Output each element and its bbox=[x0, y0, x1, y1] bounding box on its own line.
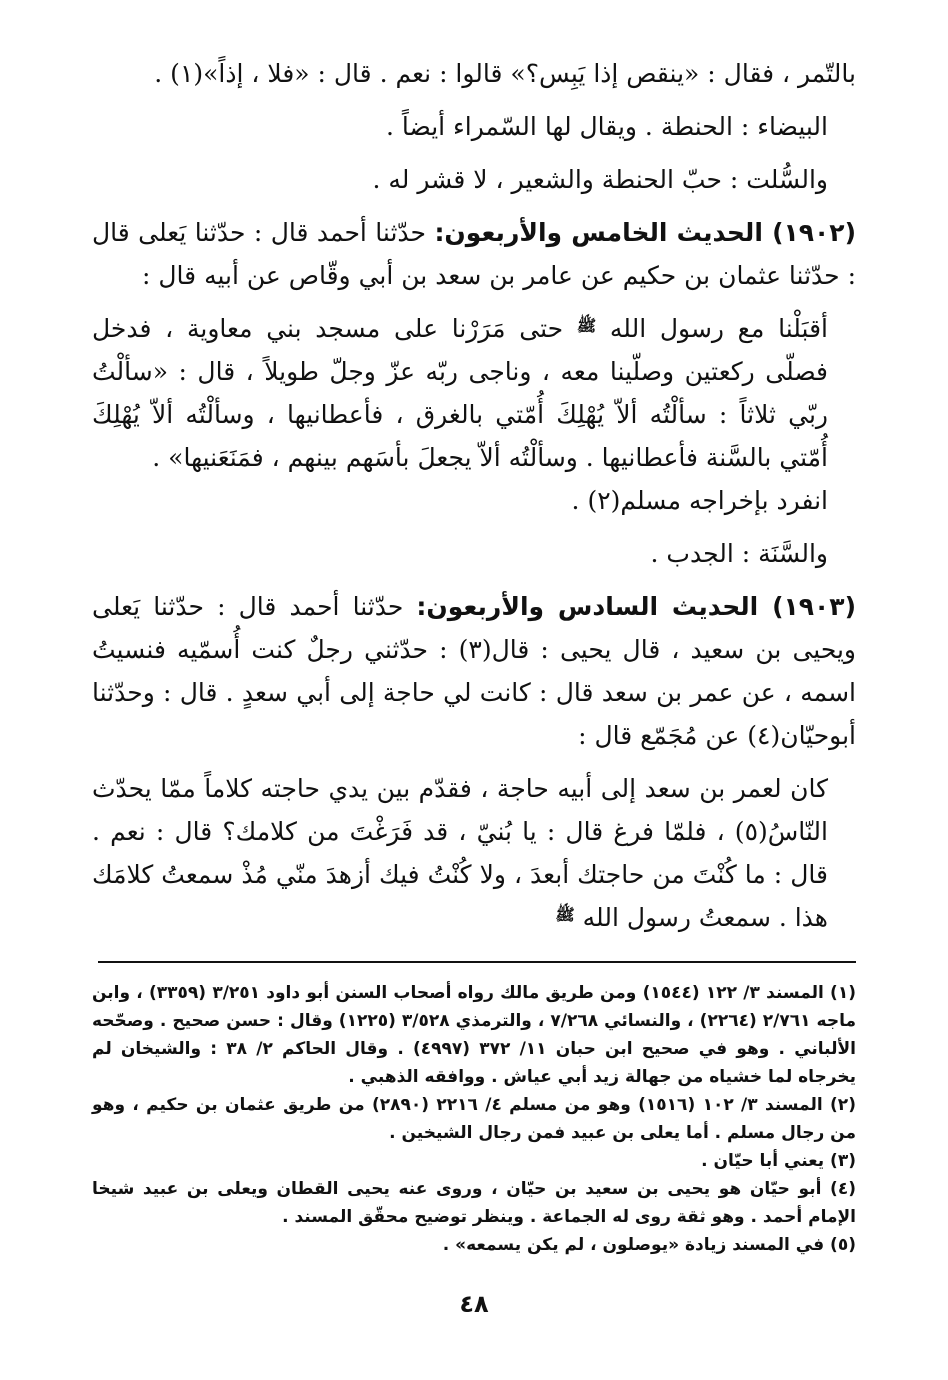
footnote-divider bbox=[98, 961, 856, 963]
hadith-text: أقبَلْنا مع رسول الله ﷺ حتى مَرَرْنا على مسجد بني معاوية ، فدخل فصلّى ركعتين وصلّينا معه ، وناجى ربّه عزّ وجلّ طويلاً ، قال : «سألْتُ ربّي ثلاثاً : سألْتُه ألاّ يُهْلِكَ أُمّتي بالغرق ، فأعطانيها ، وسألْتُه ألاّ يُهْلِكَ أُمّتي بالسَّنة فأعطانيها . وسألْتُه ألاّ يجعلَ بأسَهم بينهم ، فمَنَعَنيها» . bbox=[92, 314, 828, 472]
footnotes bbox=[92, 979, 856, 1259]
footnote: (٤) أبو حيّان هو يحيى بن سعيد بن حيّان ، وروى عنه يحيى القطان ويعلى بن عبيد شيخا الإمام أحمد . وهو ثقة روى له الجماعة . وينظر توضيح محقّق المسند . bbox=[92, 1179, 856, 1227]
paragraph: البيضاء : الحنطة . ويقال لها السّمراء أيضاً . bbox=[386, 112, 828, 141]
hadith-number-heading: (١٩٠٢) الحديث الخامس والأربعون: bbox=[434, 218, 856, 247]
footnote: (٣) يعني أبا حيّان . bbox=[701, 1151, 856, 1171]
hadith-header-paragraph: (١٩٠٣) الحديث السادس والأربعون: حدّثنا أحمد قال : حدّثنا يَعلى ويحيى بن سعيد ، قال يحيى : قال(٣) : حدّثني رجلٌ كنت أُسمّيه فنسيتُ اسمه ، عن عمر بن سعد قال : كانت لي حاجة إلى أبي سعدٍ . قال : وحدّثنا أبوحيّان(٤) عن مُجَمّع قال : bbox=[92, 592, 856, 750]
page-number: ٤٨ bbox=[459, 1290, 489, 1318]
footnote: (٥) في المسند زيادة «يوصلون ، لم يكن يسمعه» . bbox=[442, 1235, 856, 1255]
salawat-glyph: ﷺ bbox=[555, 905, 575, 924]
hadith-text: كان لعمر بن سعد إلى أبيه حاجة ، فقدّم بين يدي حاجته كلاماً ممّا يحدّث النّاسُ(٥) ، فلمّا فرغ قال : يا بُنيّ ، قد فَرَغْتَ من كلامك؟ قال : نعم . قال : ما كُنْتَ من حاجتك أبعدَ ، ولا كُنْتُ فيك أزهدَ منّي مُذْ سمعتُ كلامَك هذا . سمعتُ رسول الله ﷺ bbox=[92, 774, 828, 932]
paragraph: والسُّلت : حبّ الحنطة والشعير ، لا قشر له . bbox=[372, 165, 828, 194]
footnote: (٢) المسند ٣/ ١٠٢ (١٥١٦) وهو من مسلم ٤/ ٢٢١٦ (٢٨٩٠) من طريق عثمان بن حكيم ، وهو من رجال مسلم . أما يعلى بن عبيد فمن رجال الشيخين . bbox=[92, 1095, 856, 1143]
footnote: (١) المسند ٣/ ١٢٢ (١٥٤٤) ومن طريق مالك رواه أصحاب السنن أبو داود ٣/٢٥١ (٣٣٥٩) ، وابن ماجه ٢/٧٦١ (٢٢٦٤) ، والنسائي ٧/٢٦٨ ، والترمذي ٣/٥٢٨ (١٢٢٥) وقال : حسن صحيح . وصحّحه الألباني . وهو في صحيح ابن حبان ١١/ ٣٧٢ (٤٩٩٧) . وقال الحاكم ٢/ ٣٨ : والشيخان لم يخرجاه لما خشياه من جهالة زيد أبي عياش . ووافقه الذهبي . bbox=[92, 983, 856, 1087]
salawat-glyph: ﷺ bbox=[576, 316, 597, 335]
paragraph: والسَّنَة : الجدب . bbox=[650, 539, 828, 568]
main-text bbox=[92, 52, 856, 939]
paragraph: انفرد بإخراجه مسلم(٢) . bbox=[571, 486, 828, 515]
hadith-number-heading: (١٩٠٣) الحديث السادس والأربعون: bbox=[416, 592, 856, 621]
hadith-header-paragraph: (١٩٠٢) الحديث الخامس والأربعون: حدّثنا أحمد قال : حدّثنا يَعلى قال : حدّثنا عثمان بن حكيم عن عامر بن سعد بن أبي وقّاص عن أبيه قال : bbox=[92, 218, 856, 290]
paragraph: بالتّمر ، فقال : «ينقص إذا يَبِس؟» قالوا : نعم . قال : «فلا ، إذاً»(١) . bbox=[154, 59, 856, 88]
